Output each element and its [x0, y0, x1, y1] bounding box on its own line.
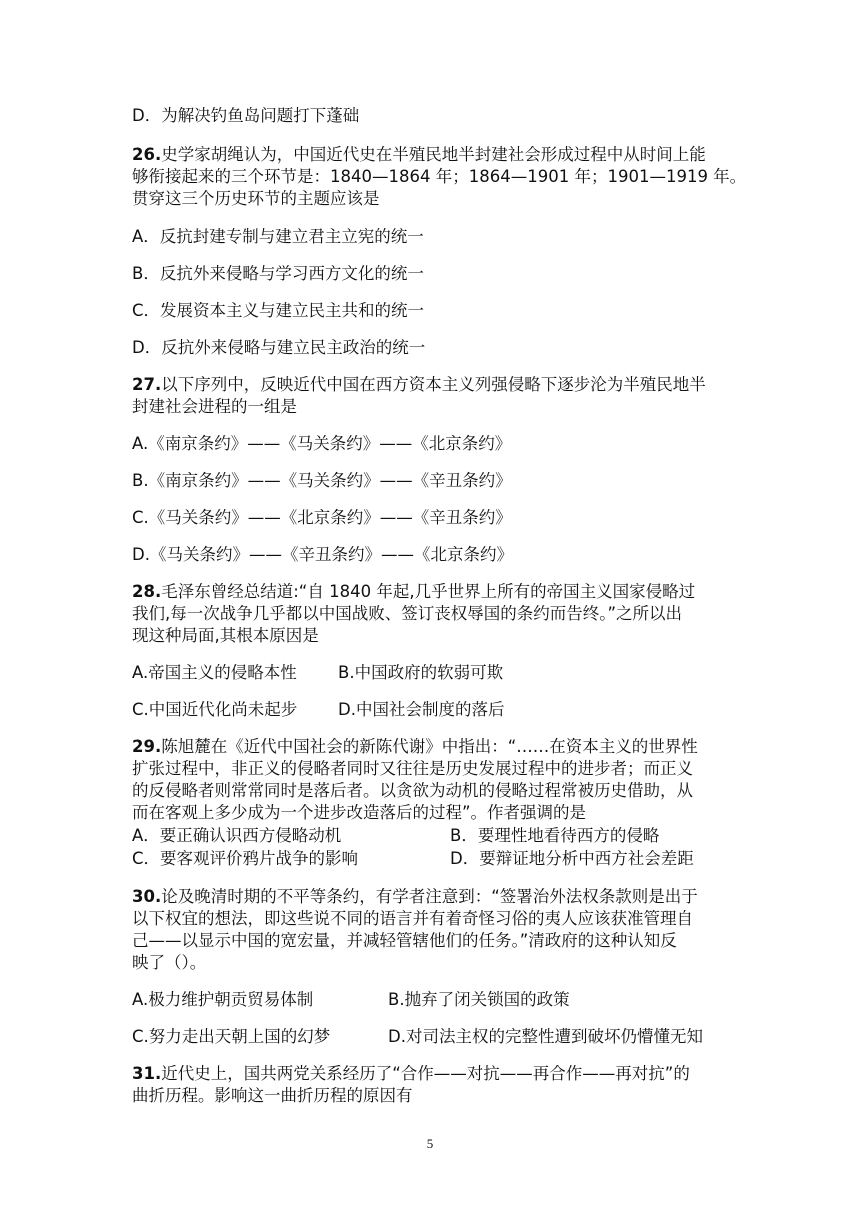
q26-number: 26. — [132, 145, 162, 164]
q28-option-b: B.中国政府的软弱可欺 — [338, 663, 504, 682]
q28-stem-line-3: 现这种局面,其根本原因是 — [132, 626, 319, 645]
q29-stem-line-1 — [132, 737, 698, 757]
q29-option-a: A．要正确认识西方侵略动机 — [132, 826, 342, 845]
q27-stem-line-2: 封建社会进程的一组是 — [132, 397, 297, 416]
q26-stem-line-3: 贯穿这三个历史环节的主题应该是 — [132, 189, 380, 208]
q28-option-a: A.帝国主义的侵略本性 — [132, 663, 297, 682]
q28-text-1: 毛泽东曾经总结道:“自 1840 年起,几乎世界上所有的帝国主义国家侵略过 — [161, 582, 696, 601]
q26-option-c: C．发展资本主义与建立民主共和的统一 — [132, 301, 425, 320]
q30-text-1: 论及晚清时期的不平等条约，有学者注意到：“签署治外法权条款则是出于 — [161, 887, 698, 906]
q27-option-a: A.《南京条约》——《马关条约》——《北京条约》 — [132, 434, 512, 453]
q29-option-c: C．要客观评价鸦片战争的影响 — [132, 849, 359, 868]
q25-option-d: D．为解决钓鱼岛问题打下蓬础 — [132, 106, 360, 125]
q29-option-d: D．要辩证地分析中西方社会差距 — [450, 849, 694, 868]
q29-text-1: 陈旭麓在《近代中国社会的新陈代谢》中指出：“……在资本主义的世界性 — [161, 737, 698, 756]
q30-option-d: D.对司法主权的完整性遭到破坏仍懵懂无知 — [388, 1027, 703, 1046]
q27-option-b: B.《南京条约》——《马关条约》——《辛丑条约》 — [132, 471, 512, 490]
q29-option-b: B．要理性地看待西方的侵略 — [450, 826, 660, 845]
q31-text-1: 近代史上，国共两党关系经历了“合作——对抗——再合作——再对抗”的 — [161, 1064, 690, 1083]
q30-stem-line-1 — [132, 887, 698, 907]
q29-stem-line-4: 而在客观上多少成为一个进步改造落后的过程”。作者强调的是 — [132, 803, 587, 822]
q28-number: 28. — [132, 582, 162, 601]
page-number: 5 — [426, 1136, 434, 1151]
q30-option-b: B.抛弃了闭关锁国的政策 — [388, 990, 570, 1009]
q30-stem-line-2: 以下权宜的想法，即这些说不同的语言并有着奇怪习俗的夷人应该获准管理自 — [132, 909, 693, 928]
q26-stem-line-1 — [132, 145, 706, 165]
q26-option-a: A．反抗封建专制与建立君主立宪的统一 — [132, 227, 424, 246]
q29-number: 29. — [132, 737, 162, 756]
q26-stem-line-2: 够衔接起来的三个环节是：1840—1864 年；1864—1901 年；1901—1919 年。 — [132, 167, 747, 186]
q30-stem-line-3: 己——以显示中国的宽宏量，并减轻管辖他们的任务。”清政府的这种认知反 — [132, 931, 677, 950]
q27-option-d: D.《马关条约》——《辛丑条约》——《北京条约》 — [132, 545, 513, 564]
q26-option-b: B．反抗外来侵略与学习西方文化的统一 — [132, 264, 424, 283]
q28-option-c: C.中国近代化尚未起步 — [132, 700, 298, 719]
q31-stem-line-2: 曲折历程。影响这一曲折历程的原因有 — [132, 1086, 413, 1105]
q30-number: 30. — [132, 887, 162, 906]
q27-text-1: 以下序列中，反映近代中国在西方资本主义列强侵略下逐步沦为半殖民地半 — [161, 375, 706, 394]
q27-number: 27. — [132, 375, 162, 394]
q28-option-d: D.中国社会制度的落后 — [338, 700, 505, 719]
q31-stem-line-1 — [132, 1064, 690, 1084]
q30-stem-line-4: 映了（）。 — [132, 953, 207, 972]
q26-option-d: D．反抗外来侵略与建立民主政治的统一 — [132, 338, 426, 357]
q28-stem-line-2: 我们,每一次战争几乎都以中国战败、签订丧权辱国的条约而告终。”之所以出 — [132, 604, 683, 623]
q27-stem-line-1 — [132, 375, 706, 395]
q31-number: 31. — [132, 1064, 162, 1083]
q28-stem-line-1 — [132, 582, 695, 602]
q29-stem-line-2: 扩张过程中，非正义的侵略者同时又往往是历史发展过程中的进步者；而正义 — [132, 759, 693, 778]
q27-option-c: C.《马关条约》——《北京条约》——《辛丑条约》 — [132, 508, 512, 527]
q30-option-c: C.努力走出天朝上国的幻梦 — [132, 1027, 331, 1046]
q30-option-a: A.极力维护朝贡贸易体制 — [132, 990, 314, 1009]
q29-stem-line-3: 的反侵略者则常常同时是落后者。以贪欲为动机的侵略过程常被历史借助，从 — [132, 781, 693, 800]
q26-text-1: 史学家胡绳认为，中国近代史在半殖民地半封建社会形成过程中从时间上能 — [161, 145, 706, 164]
